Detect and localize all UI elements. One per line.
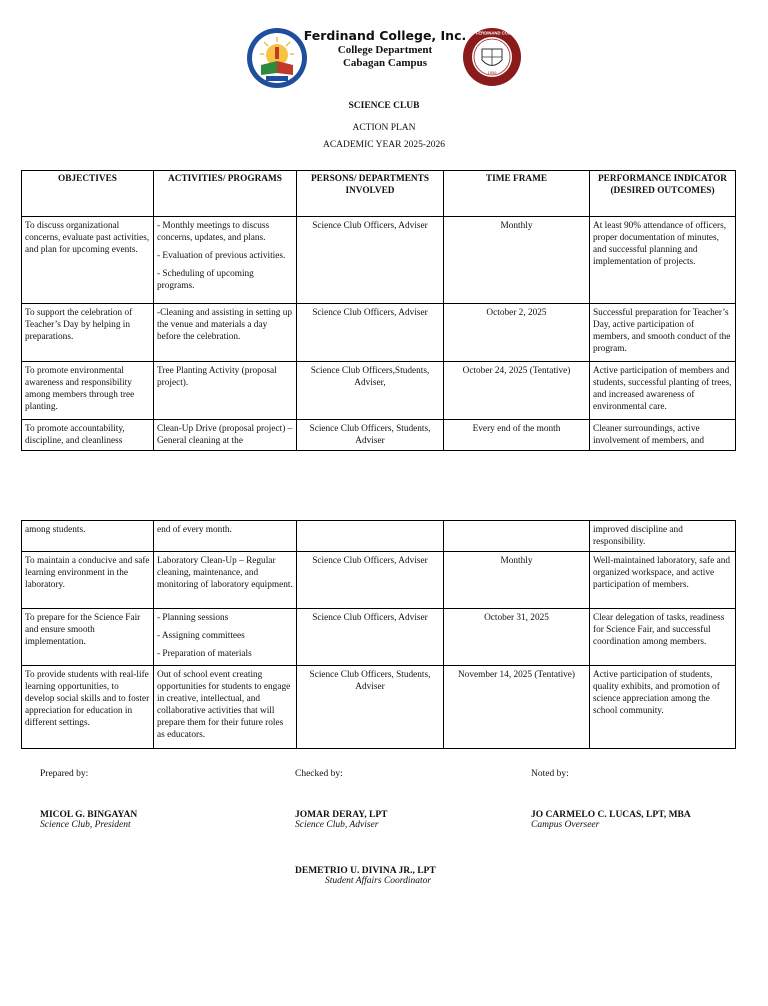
table-row	[22, 609, 736, 666]
objective-cell: To maintain a conducive and safe learning environment in the laboratory.	[22, 552, 154, 609]
header-objectives: OBJECTIVES	[22, 171, 154, 217]
action-plan-table-page2	[21, 520, 736, 749]
table-row	[22, 362, 736, 420]
objective-cell: To provide students with real-life learning opportunities, to develop social skills and to foster appreciation for education in different settings.	[22, 666, 154, 749]
time-frame-cell: Monthly	[444, 217, 590, 304]
header-activities: ACTIVITIES/ PROGRAMS	[154, 171, 297, 217]
time-frame-cell	[444, 521, 590, 552]
time-frame-cell: Every end of the month	[444, 420, 590, 451]
table-row	[22, 552, 736, 609]
persons-cell: Science Club Officers, Students, Adviser	[297, 666, 444, 749]
objective-cell: To discuss organizational concerns, evaluate past activities, and plan for upcoming events.	[22, 217, 154, 304]
indicator-cell: Active participation of members and students, successful planting of trees, and increased awareness of environmental care.	[590, 362, 736, 420]
approved-by-role: Student Affairs Coordinator	[325, 876, 432, 886]
college-seal	[462, 27, 522, 87]
time-frame-cell: October 31, 2025	[444, 609, 590, 666]
indicator-cell: Active participation of students, quality exhibits, and promotion of science appreciation among the school community.	[590, 666, 736, 749]
header-persons: PERSONS/ DEPARTMENTS INVOLVED	[297, 171, 444, 217]
checked-by-label: Checked by:	[295, 769, 343, 779]
objective-cell: among students.	[22, 521, 154, 552]
time-frame-cell: October 2, 2025	[444, 304, 590, 362]
persons-cell: Science Club Officers, Students, Adviser	[297, 420, 444, 451]
table-row	[22, 666, 736, 749]
seal-year: 1959	[487, 70, 497, 75]
activity-item: - Planning sessions	[157, 613, 229, 623]
academic-year: ACADEMIC YEAR 2025-2026	[322, 140, 446, 150]
activity-item: - Assigning committees	[157, 631, 245, 641]
objective-cell: To promote accountability, discipline, and cleanliness	[22, 420, 154, 451]
noted-by-role: Campus Overseer	[531, 820, 600, 830]
objective-cell: To support the celebration of Teacher’s Day by helping in preparations.	[22, 304, 154, 362]
table-header-row	[22, 171, 736, 217]
activities-cell: Tree Planting Activity (proposal project).	[154, 362, 297, 420]
approved-by-name: DEMETRIO U. DIVINA JR., LPT	[295, 866, 436, 876]
club-title: SCIENCE CLUB	[348, 101, 420, 111]
persons-cell: Science Club Officers, Adviser	[297, 552, 444, 609]
header-time-frame: TIME FRAME	[444, 171, 590, 217]
objective-cell: To prepare for the Science Fair and ensure smooth implementation.	[22, 609, 154, 666]
time-frame-cell: November 14, 2025 (Tentative)	[444, 666, 590, 749]
activities-cell: -Cleaning and assisting in setting up the venue and materials a day before the celebration.	[154, 304, 297, 362]
activities-cell: end of every month.	[154, 521, 297, 552]
indicator-cell: Cleaner surroundings, active involvement of members, and	[590, 420, 736, 451]
persons-cell: Science Club Officers,Students, Adviser,	[297, 362, 444, 420]
header-performance-indicator: PERFORMANCE INDICATOR (DESIRED OUTCOMES)	[590, 171, 736, 217]
prepared-by-role: Science Club, President	[40, 820, 131, 830]
activities-cell: Clean-Up Drive (proposal project) – General cleaning at the	[154, 420, 297, 451]
persons-cell: Science Club Officers, Adviser	[297, 304, 444, 362]
activity-item: - Evaluation of previous activities.	[157, 251, 286, 261]
noted-by-label: Noted by:	[531, 769, 569, 779]
checked-by-block	[295, 810, 387, 830]
action-plan-table-page1	[21, 170, 736, 451]
prepared-by-name: MICOL G. BINGAYAN	[40, 810, 138, 820]
college-name: Ferdinand College, Inc.	[303, 28, 467, 43]
time-frame-cell: October 24, 2025 (Tentative)	[444, 362, 590, 420]
noted-by-name: JO CARMELO C. LUCAS, LPT, MBA	[531, 810, 691, 820]
table-row	[22, 217, 736, 304]
college-logo	[246, 27, 308, 89]
activities-cell: Out of school event creating opportunities for students to engage in creative, intellectual, and collaborative activities that will prepare them for their future roles as educators.	[154, 666, 297, 749]
activity-item: - Monthly meetings to discuss concerns, updates, and plans.	[157, 221, 270, 243]
noted-by-block	[531, 810, 691, 830]
table-row	[22, 304, 736, 362]
table-row	[22, 420, 736, 451]
table-row	[22, 521, 736, 552]
activities-cell	[154, 609, 297, 666]
persons-cell: Science Club Officers, Adviser	[297, 609, 444, 666]
persons-cell: Science Club Officers, Adviser	[297, 217, 444, 304]
indicator-cell: Clear delegation of tasks, readiness for Science Fair, and successful coordination among members.	[590, 609, 736, 666]
prepared-by-label: Prepared by:	[40, 769, 89, 779]
activity-item: - Preparation of materials	[157, 649, 252, 659]
activities-cell	[154, 217, 297, 304]
indicator-cell: Successful preparation for Teacher’s Day, active participation of members, and smooth conduct of the program.	[590, 304, 736, 362]
approved-by-block	[295, 866, 436, 886]
checked-by-name: JOMAR DERAY, LPT	[295, 810, 388, 820]
activities-cell: Laboratory Clean-Up – Regular cleaning, maintenance, and monitoring of laboratory equipment.	[154, 552, 297, 609]
checked-by-role: Science Club, Adviser	[295, 820, 379, 830]
indicator-cell: Well-maintained laboratory, safe and organized workspace, and active participation of members.	[590, 552, 736, 609]
college-department: College Department	[337, 44, 433, 56]
activity-item: - Scheduling of upcoming programs.	[157, 269, 254, 291]
indicator-cell: improved discipline and responsibility.	[590, 521, 736, 552]
plan-title: ACTION PLAN	[352, 123, 416, 133]
objective-cell: To promote environmental awareness and responsibility among members through tree planting.	[22, 362, 154, 420]
persons-cell	[297, 521, 444, 552]
college-campus: Cabagan Campus	[342, 57, 428, 69]
indicator-cell: At least 90% attendance of officers, proper documentation of minutes, and successful planning and implementation of projects.	[590, 217, 736, 304]
seal-text: SAINT FERDINAND COLLEGE	[462, 30, 522, 36]
prepared-by-block	[40, 810, 137, 830]
time-frame-cell: Monthly	[444, 552, 590, 609]
